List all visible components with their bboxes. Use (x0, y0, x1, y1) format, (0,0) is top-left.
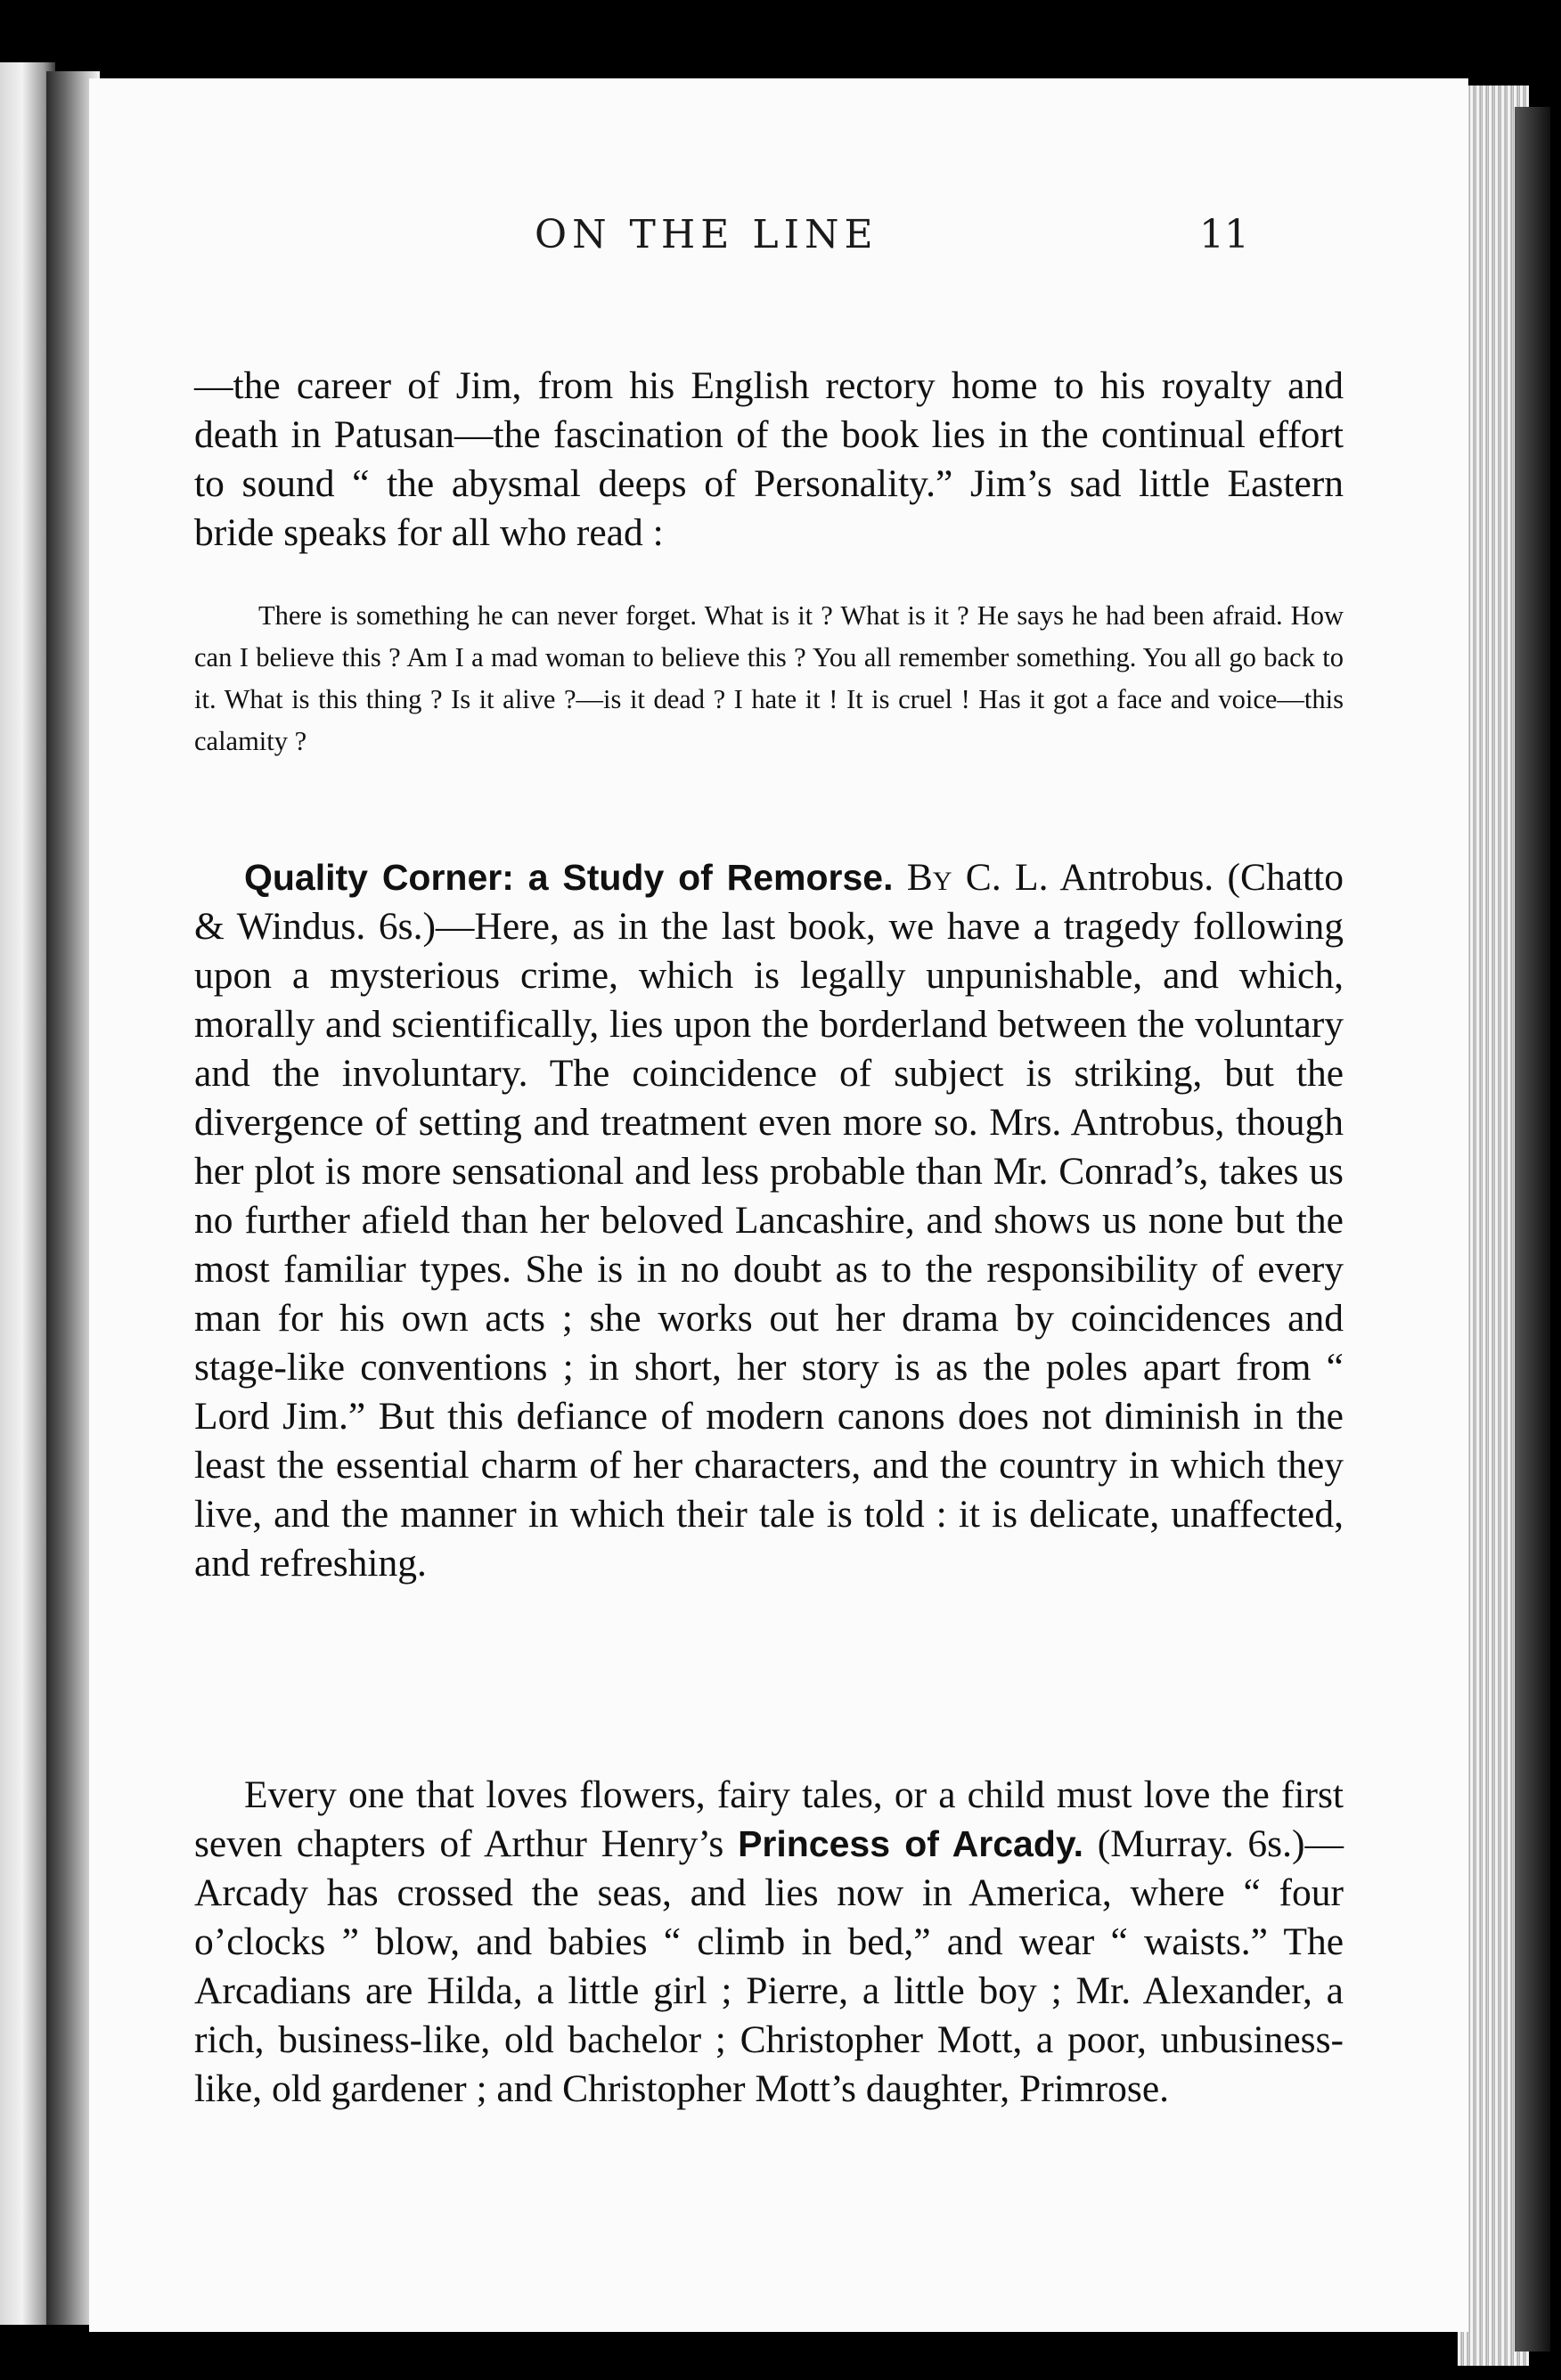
book-cover-shadow (1515, 107, 1550, 2351)
book-title: Princess of Arcady. (738, 1823, 1084, 1864)
review-lead: Every one that loves flowers, fairy tales, or a child must love the first seven chapters of Arthur Henry’s (194, 1773, 1344, 1865)
running-head: ON THE LINE (535, 212, 879, 257)
quote-text: There is something he can never forget. What is it ? What is it ? He says he had been afraid. How can I believe this ? Am I a mad woman to believe this ? You all remember something. You all go back to it. What is this thing ? Is it alive ?—is it dead ? I hate it ! It is cruel ! Has it got a face and voice—this calamity ? (194, 600, 1344, 756)
book-title: Quality Corner: a Study of Remorse. (244, 857, 894, 898)
review-paragraph (194, 1771, 1344, 2114)
review-princess-of-arcady (194, 1771, 1344, 2114)
review-paragraph (194, 853, 1344, 1588)
page-number: 11 (1199, 212, 1249, 257)
review-text: (Murray. 6s.)—Arcady has crossed the seas, and lies now in America, where “ four o’clocks ” blow, and babies “ climb in bed,” and wear “ waists.” The Arcadians are Hilda, a little girl ; Pierre, a little boy ; Mr. Alexander, a rich, business-like, old bachelor ; Christopher Mott, a poor, unbusiness-like, old gardener ; and Christopher Mott’s daughter, Primrose. (194, 1822, 1344, 2110)
paragraph-text: —the career of Jim, from his English rectory home to his royalty and death in Patusan—the fascination of the book lies in the continual effort to sound “ the abysmal deeps of Personality.” Jim’s sad little Eastern bride speaks for all who read : (194, 364, 1344, 554)
paragraph-continued (194, 362, 1344, 558)
page-header (89, 212, 1468, 274)
book-page (89, 78, 1468, 2332)
review-quality-corner (194, 853, 1344, 1588)
review-text: Antrobus. (Chatto & Windus. 6s.)—Here, as in the last book, we have a tragedy following upon a mysterious crime, which is legally unpunishable, and which, morally and scientifically, lies upon the borderland between the voluntary and the involuntary. The coincidence of subject is striking, but the divergence of setting and treatment even more so. Mrs. Antrobus, though her plot is more sensational and less probable than Mr. Conrad’s, takes us no further afield than her beloved Lancashire, and shows us none but the most familiar types. She is in no doubt as to the responsibility of every man for his own acts ; she works out her drama by coincidences and stage-like conventions ; in short, her story is as the poles apart from “ Lord Jim.” But this defiance of modern canons does not diminish in the least the essential charm of her characters, and the country in which they live, and the manner in which their tale is told : it is delicate, unaffected, and refreshing. (194, 856, 1344, 1585)
byline: By C. L. (893, 856, 1049, 899)
block-quote (194, 595, 1344, 762)
